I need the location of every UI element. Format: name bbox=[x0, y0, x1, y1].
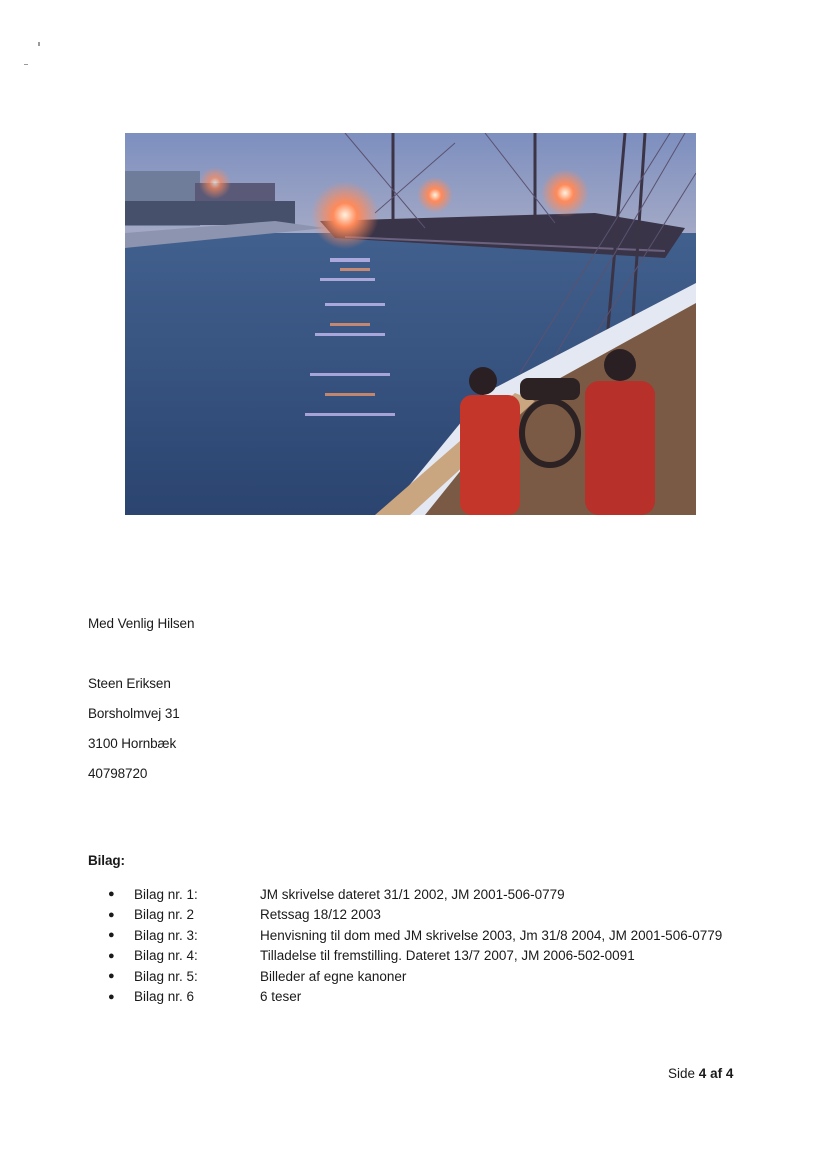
attachment-label: Bilag nr. 5: bbox=[134, 968, 198, 984]
page-separator: af bbox=[710, 1066, 723, 1081]
bullet-icon: ● bbox=[108, 970, 115, 983]
scan-speck bbox=[38, 42, 40, 46]
attachment-description: JM skrivelse dateret 31/1 2002, JM 2001-506-0779 bbox=[260, 886, 565, 902]
page-number bbox=[668, 1066, 733, 1081]
attachment-description: Henvisning til dom med JM skrivelse 2003, Jm 31/8 2004, JM 2001-506-0779 bbox=[260, 927, 723, 943]
bullet-icon: ● bbox=[108, 908, 115, 921]
bullet-icon: ● bbox=[108, 949, 115, 962]
attachment-label: Bilag nr. 3: bbox=[134, 927, 198, 943]
bullet-icon: ● bbox=[108, 929, 115, 942]
attachment-label: Bilag nr. 1: bbox=[134, 886, 198, 902]
attachment-item bbox=[108, 946, 722, 967]
attachment-description: Tilladelse til fremstilling. Dateret 13/7 2007, JM 2006-502-0091 bbox=[260, 948, 635, 964]
attachments-list bbox=[108, 884, 722, 1007]
sender-street: Borsholmvej 31 bbox=[88, 706, 180, 721]
attachment-item bbox=[108, 925, 722, 946]
attachments-heading: Bilag: bbox=[88, 853, 125, 868]
attachment-item bbox=[108, 987, 722, 1008]
bullet-icon: ● bbox=[108, 888, 115, 901]
attachment-description: Billeder af egne kanoner bbox=[260, 968, 407, 984]
total-pages: 4 bbox=[725, 1066, 734, 1081]
sender-name: Steen Eriksen bbox=[88, 676, 171, 691]
sender-phone: 40798720 bbox=[88, 766, 148, 781]
attachment-item bbox=[108, 966, 722, 987]
attachment-item bbox=[108, 884, 722, 905]
current-page: 4 bbox=[698, 1066, 707, 1081]
bullet-icon: ● bbox=[108, 990, 115, 1003]
page-prefix: Side bbox=[668, 1066, 696, 1081]
sender-city: 3100 Hornbæk bbox=[88, 736, 177, 751]
attachment-label: Bilag nr. 2 bbox=[134, 907, 195, 923]
attachment-label: Bilag nr. 4: bbox=[134, 948, 198, 964]
closing-salutation: Med Venlig Hilsen bbox=[88, 616, 195, 631]
attachment-item bbox=[108, 905, 722, 926]
attachment-description: 6 teser bbox=[260, 989, 302, 1005]
ship-cannon-photo bbox=[125, 133, 696, 515]
attachment-description: Retssag 18/12 2003 bbox=[260, 907, 381, 923]
scan-speck bbox=[24, 64, 28, 65]
attachment-label: Bilag nr. 6 bbox=[134, 989, 195, 1005]
